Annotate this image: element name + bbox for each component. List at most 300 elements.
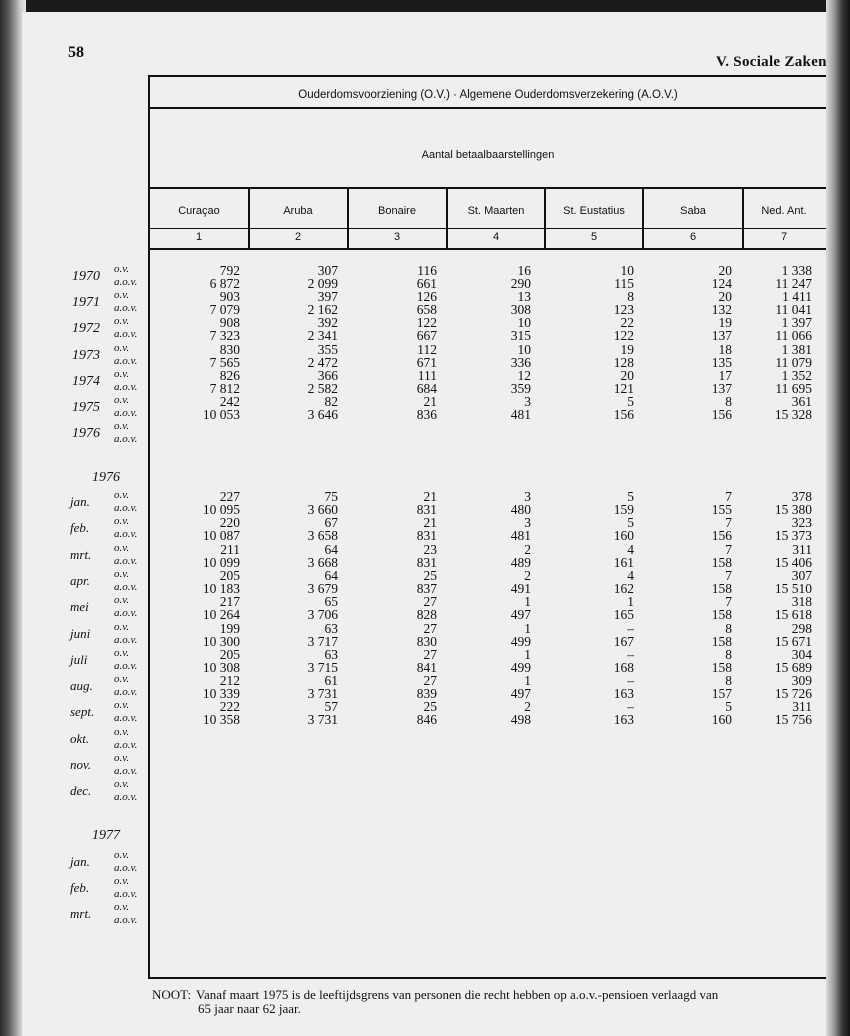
- ov-value: 13: [517, 289, 531, 305]
- column-header: Saba: [680, 205, 706, 217]
- aov-value: 135: [711, 354, 732, 370]
- aov-value: 831: [416, 528, 437, 544]
- ov-value: 25: [423, 567, 437, 583]
- ov-value: 64: [324, 541, 338, 557]
- aov-value: 3 658: [307, 528, 338, 544]
- aov-value: 10 099: [202, 554, 240, 570]
- ov-value: 217: [219, 594, 240, 610]
- ov-value: 311: [792, 699, 812, 715]
- ov-value: 67: [324, 515, 338, 531]
- aov-value: 661: [416, 276, 437, 291]
- ov-value: 19: [718, 315, 732, 331]
- ov-value: 311: [792, 541, 812, 557]
- month-label: juni: [70, 625, 91, 641]
- aov-value: 15 756: [774, 712, 812, 728]
- aov-row-label: a.o.v.: [114, 765, 138, 777]
- ov-value: 116: [417, 263, 437, 278]
- ov-value: 1 381: [781, 341, 812, 357]
- table-title: Ouderdomsvoorziening (O.V.) · Algemene Ouderdomsverzekering (A.O.V.): [298, 89, 678, 101]
- footnote-line-2: 65 jaar naar 62 jaar.: [198, 1001, 301, 1016]
- ov-value: 222: [219, 699, 240, 715]
- column-number: 4: [492, 231, 500, 243]
- ov-value: 1: [627, 594, 634, 610]
- ov-row-label: o.v.: [114, 849, 130, 861]
- aov-row-label: a.o.v.: [114, 528, 138, 541]
- ov-value: 323: [791, 515, 812, 531]
- ov-value: 830: [219, 341, 240, 357]
- month-label: nov.: [70, 757, 92, 772]
- ov-value: 18: [718, 341, 732, 357]
- year-label: 1970: [72, 269, 100, 284]
- ov-value: 2: [524, 699, 531, 715]
- aov-value: 128: [613, 354, 634, 370]
- aov-value: 167: [613, 633, 634, 649]
- ov-value: 309: [791, 673, 812, 689]
- aov-value: 6 872: [209, 276, 240, 291]
- aov-value: 3 715: [307, 659, 338, 675]
- month-label: jan.: [70, 494, 90, 509]
- month-label: apr.: [70, 572, 90, 588]
- aov-value: 10 264: [202, 607, 240, 623]
- ov-value: 205: [219, 567, 240, 583]
- ov-value: 20: [620, 367, 634, 383]
- aov-value: 684: [416, 380, 437, 396]
- aov-value: 10 358: [202, 712, 240, 728]
- ov-value: 7: [725, 567, 732, 583]
- title-rule: [150, 107, 826, 109]
- ov-value: 199: [219, 620, 240, 636]
- ov-value: 903: [219, 289, 240, 305]
- ov-value: 8: [725, 394, 732, 409]
- ov-value: 378: [791, 489, 812, 504]
- column-number: 1: [195, 231, 203, 243]
- ov-value: 19: [620, 341, 634, 357]
- aov-value: 837: [416, 580, 437, 596]
- aov-value: 158: [711, 659, 732, 675]
- ov-value: 27: [423, 673, 437, 689]
- column-number: 6: [689, 231, 697, 243]
- ov-value: 112: [417, 341, 437, 357]
- ov-value: 8: [725, 620, 732, 636]
- page-number: 58: [68, 44, 84, 61]
- column-header: St. Maarten: [467, 205, 525, 217]
- month-label: mrt.: [70, 906, 92, 921]
- column-name-rule: [150, 228, 826, 229]
- ov-value: 304: [791, 646, 812, 662]
- month-label: sept.: [70, 704, 95, 720]
- col-divider-2: [347, 187, 349, 248]
- aov-row-label: a.o.v.: [114, 276, 138, 288]
- ov-value: 220: [219, 515, 240, 531]
- ov-value: 27: [423, 646, 437, 662]
- aov-value: 15 671: [774, 633, 812, 649]
- year-label: 1971: [72, 295, 100, 311]
- page-right-edge: [826, 0, 850, 1036]
- aov-value: 7 812: [209, 380, 240, 396]
- aov-value: 159: [613, 502, 634, 517]
- aov-value: 158: [711, 633, 732, 649]
- aov-value: 157: [711, 686, 732, 702]
- aov-value: 489: [510, 554, 531, 570]
- aov-value: 836: [416, 407, 437, 422]
- month-label: mrt.: [70, 546, 92, 562]
- ov-value: 361: [791, 394, 812, 409]
- ov-value: 61: [324, 673, 338, 689]
- aov-value: 158: [711, 607, 732, 623]
- ov-value: 126: [416, 289, 437, 305]
- aov-value: 667: [416, 328, 437, 344]
- aov-value: 156: [711, 407, 732, 422]
- ov-value: –: [627, 699, 634, 715]
- aov-row-label: a.o.v.: [114, 738, 138, 751]
- aov-value: 3 717: [307, 633, 338, 649]
- aov-value: 7 323: [209, 328, 240, 344]
- aov-row-label: a.o.v.: [114, 607, 138, 620]
- ov-value: 5: [627, 489, 634, 504]
- ov-value: 3: [524, 515, 531, 531]
- aov-value: 15 510: [774, 580, 812, 596]
- column-header: St. Eustatius: [563, 205, 625, 217]
- aov-row-label: a.o.v.: [114, 554, 138, 567]
- month-label: aug.: [70, 678, 93, 694]
- aov-value: 2 162: [307, 302, 338, 318]
- aov-value: 15 726: [774, 686, 812, 702]
- aov-value: 11 247: [775, 276, 812, 291]
- aov-value: 2 341: [307, 328, 338, 344]
- ov-value: 1: [524, 620, 531, 636]
- aov-value: 2 099: [307, 276, 338, 291]
- aov-value: 3 679: [307, 580, 338, 596]
- aov-value: 7 079: [209, 302, 240, 318]
- aov-row-label: a.o.v.: [114, 862, 138, 874]
- aov-value: 137: [711, 380, 732, 396]
- aov-value: 498: [510, 712, 531, 728]
- year-label: 1975: [72, 400, 100, 415]
- ov-value: 318: [791, 594, 812, 610]
- month-label: mei: [70, 599, 89, 615]
- ov-value: 1 397: [781, 315, 812, 331]
- col-divider-3: [446, 187, 448, 248]
- aov-value: 10 300: [202, 633, 240, 649]
- aov-value: 481: [510, 407, 531, 422]
- ov-value: 23: [423, 541, 437, 557]
- year-label: 1976: [72, 426, 100, 442]
- aov-row-label: a.o.v.: [114, 633, 138, 646]
- ov-value: 5: [725, 699, 732, 715]
- aov-value: 10 095: [202, 502, 240, 517]
- ov-value: 25: [423, 699, 437, 715]
- aov-value: 124: [711, 276, 732, 291]
- ov-value: 2: [524, 567, 531, 583]
- aov-value: 828: [416, 607, 437, 623]
- aov-row-label: a.o.v.: [114, 580, 138, 593]
- ov-value: 75: [324, 489, 338, 504]
- ov-value: 2: [524, 541, 531, 557]
- aov-value: 165: [613, 607, 634, 623]
- ov-row-label: o.v.: [114, 515, 130, 528]
- ov-value: 908: [219, 315, 240, 331]
- aov-value: 830: [416, 633, 437, 649]
- ov-value: 1 411: [782, 289, 812, 305]
- aov-row-label: a.o.v.: [114, 888, 138, 900]
- ov-value: 212: [219, 673, 240, 689]
- aov-value: 163: [613, 686, 634, 702]
- aov-value: 158: [711, 554, 732, 570]
- subtitle-rule: [150, 187, 826, 189]
- month-label: dec.: [70, 783, 92, 799]
- ov-value: 205: [219, 646, 240, 662]
- ov-value: 792: [219, 263, 240, 278]
- aov-value: 155: [711, 502, 732, 517]
- column-header: Aruba: [283, 205, 313, 217]
- ov-value: 8: [725, 646, 732, 662]
- column-number: 7: [780, 231, 788, 243]
- table-top-rule: [150, 75, 826, 77]
- col-divider-5: [642, 187, 644, 248]
- aov-value: 15 689: [774, 659, 812, 675]
- aov-row-label: a.o.v.: [114, 686, 138, 699]
- ov-row-label: o.v.: [114, 875, 130, 887]
- ov-row-label: o.v.: [114, 341, 130, 354]
- aov-value: 491: [510, 580, 531, 596]
- aov-value: 671: [416, 354, 437, 370]
- aov-value: 10 087: [202, 528, 240, 544]
- aov-value: 156: [711, 528, 732, 544]
- ov-row-label: o.v.: [114, 778, 130, 791]
- ov-row-label: o.v.: [114, 725, 130, 738]
- ov-row-label: o.v.: [114, 263, 130, 275]
- ov-row-label: o.v.: [114, 315, 130, 328]
- ov-value: 211: [220, 541, 240, 557]
- ov-value: 20: [718, 263, 732, 278]
- ov-value: 307: [317, 263, 338, 278]
- aov-value: 359: [510, 380, 531, 396]
- ov-row-label: o.v.: [114, 673, 130, 686]
- ov-value: 5: [627, 394, 634, 409]
- ov-value: 27: [423, 594, 437, 610]
- ov-value: 10: [620, 263, 634, 278]
- aov-value: 168: [613, 659, 634, 675]
- ov-row-label: o.v.: [114, 594, 130, 607]
- ov-value: 3: [524, 394, 531, 409]
- col-divider-4: [544, 187, 546, 248]
- aov-row-label: a.o.v.: [114, 354, 138, 367]
- aov-value: 499: [510, 633, 531, 649]
- ov-value: 227: [219, 489, 240, 504]
- ov-value: 10: [517, 315, 531, 331]
- ov-value: 63: [324, 646, 338, 662]
- aov-value: 156: [613, 407, 634, 422]
- ov-value: 122: [416, 315, 437, 331]
- aov-value: 2 472: [307, 354, 338, 370]
- ov-value: 8: [725, 673, 732, 689]
- aov-row-label: a.o.v.: [114, 791, 138, 804]
- ov-value: 10: [517, 341, 531, 357]
- aov-row-label: a.o.v.: [114, 712, 138, 725]
- ov-value: 3: [524, 489, 531, 504]
- column-number: 5: [590, 231, 598, 243]
- table-subtitle: Aantal betaalbaarstellingen: [421, 149, 555, 161]
- aov-value: 315: [510, 328, 531, 344]
- ov-value: 355: [317, 341, 338, 357]
- ov-value: 21: [423, 489, 437, 504]
- ov-value: –: [627, 673, 634, 689]
- aov-row-label: a.o.v.: [114, 914, 138, 926]
- aov-value: 132: [711, 302, 732, 318]
- table-bottom-rule: [148, 977, 826, 979]
- aov-value: 336: [510, 354, 531, 370]
- ov-value: 1: [524, 673, 531, 689]
- aov-value: 481: [510, 528, 531, 544]
- aov-value: 15 373: [774, 528, 812, 544]
- aov-value: 497: [510, 686, 531, 702]
- aov-value: 15 328: [774, 407, 812, 422]
- ov-row-label: o.v.: [114, 567, 130, 580]
- column-header: Bonaire: [378, 205, 416, 217]
- ov-value: 16: [517, 263, 531, 278]
- ov-value: 298: [791, 620, 812, 636]
- aov-value: 137: [711, 328, 732, 344]
- aov-value: 3 660: [307, 502, 338, 517]
- column-header: Curaçao: [178, 205, 220, 217]
- aov-value: 839: [416, 686, 437, 702]
- aov-value: 161: [613, 554, 634, 570]
- column-number: 2: [294, 231, 302, 243]
- aov-row-label: a.o.v.: [114, 502, 138, 514]
- month-label: juli: [70, 651, 88, 667]
- ov-row-label: o.v.: [114, 901, 130, 913]
- ov-value: 1: [524, 646, 531, 662]
- aov-value: 121: [613, 380, 634, 396]
- ov-row-label: o.v.: [114, 394, 130, 406]
- ov-value: 64: [324, 567, 338, 583]
- ov-value: 7: [725, 489, 732, 504]
- aov-value: 15 618: [774, 607, 812, 623]
- aov-value: 497: [510, 607, 531, 623]
- ov-row-label: o.v.: [114, 541, 130, 554]
- ov-value: 4: [627, 567, 634, 583]
- aov-value: 15 380: [774, 502, 812, 517]
- aov-value: 10 183: [202, 580, 240, 596]
- ov-value: 57: [324, 699, 338, 715]
- aov-value: 658: [416, 302, 437, 318]
- aov-value: 3 646: [307, 407, 338, 422]
- aov-value: 160: [711, 712, 732, 728]
- ov-value: 4: [627, 541, 634, 557]
- month-label: okt.: [70, 730, 90, 746]
- year-heading-1976: 1976: [92, 470, 120, 485]
- ov-value: 826: [219, 367, 240, 383]
- aov-value: 160: [613, 528, 634, 544]
- month-label: feb.: [70, 880, 90, 895]
- footnote-line-1: Vanaf maart 1975 is de leeftijdsgrens van personen die recht hebben op a.o.v.-pensioen verlaagd van: [196, 987, 719, 1002]
- aov-value: 115: [614, 276, 634, 291]
- aov-value: 10 339: [202, 686, 240, 702]
- ov-value: 7: [725, 541, 732, 557]
- ov-row-label: o.v.: [114, 420, 130, 433]
- ov-row-label: o.v.: [114, 699, 130, 712]
- column-header: Ned. Ant.: [761, 205, 807, 217]
- ov-value: 7: [725, 515, 732, 531]
- ov-value: 27: [423, 620, 437, 636]
- ov-value: 82: [324, 394, 338, 409]
- ov-value: 1: [524, 594, 531, 610]
- aov-value: 499: [510, 659, 531, 675]
- ov-row-label: o.v.: [114, 646, 130, 659]
- ov-value: 20: [718, 289, 732, 305]
- ov-value: 242: [219, 394, 240, 409]
- ov-value: 1 338: [781, 263, 812, 278]
- aov-value: 846: [416, 712, 437, 728]
- aov-value: 3 731: [307, 712, 338, 728]
- aov-value: 122: [613, 328, 634, 344]
- aov-value: 10 053: [202, 407, 240, 422]
- aov-value: 7 565: [209, 354, 240, 370]
- ov-row-label: o.v.: [114, 289, 130, 302]
- ov-value: 17: [718, 367, 732, 383]
- aov-value: 11 695: [775, 380, 812, 396]
- aov-value: 308: [510, 302, 531, 318]
- ov-value: 5: [627, 515, 634, 531]
- ov-value: 21: [423, 394, 437, 409]
- ov-value: 111: [417, 367, 437, 383]
- year-heading-1977: 1977: [92, 828, 120, 843]
- ov-value: 392: [317, 315, 338, 331]
- aov-value: 162: [613, 580, 634, 596]
- aov-value: 10 308: [202, 659, 240, 675]
- ov-value: 397: [317, 289, 338, 305]
- aov-value: 831: [416, 554, 437, 570]
- ov-value: 1 352: [781, 367, 812, 383]
- header-bottom-rule: [150, 248, 826, 250]
- column-number: 3: [393, 231, 401, 243]
- aov-value: 3 706: [307, 607, 338, 623]
- footnote-label: NOOT:: [152, 987, 192, 1002]
- col-divider-1: [248, 187, 250, 248]
- aov-value: 158: [711, 580, 732, 596]
- ov-value: 307: [791, 567, 812, 583]
- aov-row-label: a.o.v.: [114, 407, 138, 419]
- ov-row-label: o.v.: [114, 752, 130, 764]
- year-label: 1974: [72, 373, 100, 389]
- ov-value: 65: [324, 594, 338, 610]
- chapter-title: V. Sociale Zaken: [716, 54, 827, 70]
- ov-value: 366: [317, 367, 338, 383]
- ov-value: –: [627, 620, 634, 636]
- aov-row-label: a.o.v.: [114, 328, 138, 341]
- aov-row-label: a.o.v.: [114, 433, 138, 446]
- aov-value: 11 066: [775, 328, 812, 344]
- ov-value: –: [627, 646, 634, 662]
- aov-value: 2 582: [307, 380, 338, 396]
- ov-value: 12: [517, 367, 531, 383]
- aov-row-label: a.o.v.: [114, 659, 138, 672]
- aov-value: 3 731: [307, 686, 338, 702]
- footnote: [152, 988, 792, 1016]
- ov-row-label: o.v.: [114, 489, 130, 501]
- aov-value: 11 041: [775, 302, 812, 318]
- aov-value: 11 079: [775, 354, 812, 370]
- aov-value: 15 406: [774, 554, 812, 570]
- year-label: 1972: [72, 321, 100, 337]
- year-label: 1973: [72, 347, 100, 363]
- aov-value: 841: [416, 659, 437, 675]
- month-label: feb.: [70, 520, 90, 536]
- ov-value: 8: [627, 289, 634, 305]
- ov-value: 22: [620, 315, 634, 331]
- aov-value: 480: [510, 502, 531, 517]
- month-label: jan.: [70, 854, 90, 869]
